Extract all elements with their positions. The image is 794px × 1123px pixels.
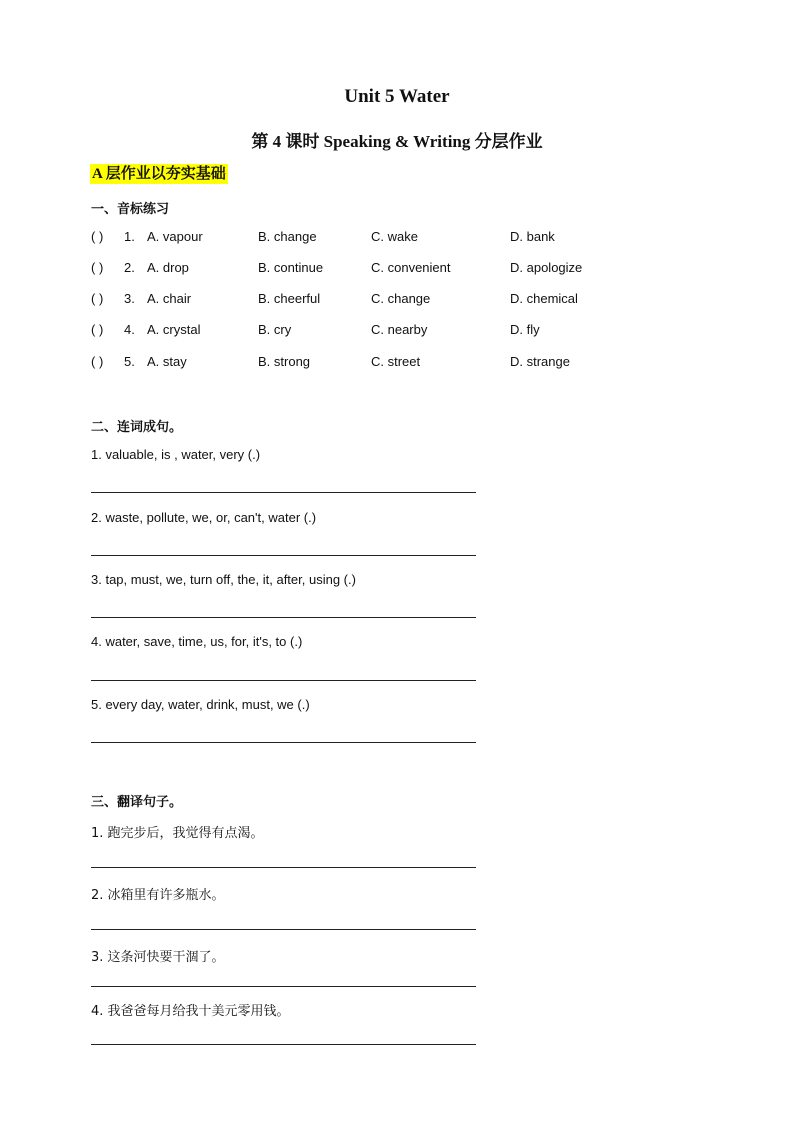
answer-line[interactable] (91, 1044, 476, 1045)
option-b: B. strong (258, 354, 311, 369)
answer-blank[interactable]: ( ) (91, 291, 104, 306)
section-heading-translation: 三、翻译句子。 (91, 795, 183, 810)
answer-blank[interactable]: ( ) (91, 260, 104, 275)
option-d: D. strange (510, 354, 570, 369)
answer-blank[interactable]: ( ) (91, 229, 104, 244)
answer-blank[interactable]: ( ) (91, 354, 104, 369)
sentence-prompt: 3. tap, must, we, turn off, the, it, after, using (.) (91, 572, 356, 587)
section-heading-phonetics: 一、音标练习 (91, 202, 170, 217)
phonetic-question-row (91, 229, 691, 249)
option-b: B. cheerful (258, 291, 321, 306)
option-c: C. change (371, 291, 431, 306)
option-a: A. chair (147, 291, 192, 306)
phonetic-question-row (91, 354, 691, 374)
option-b: B. cry (258, 322, 292, 337)
sentence-prompt: 5. every day, water, drink, must, we (.) (91, 697, 310, 712)
phonetic-question-row (91, 291, 691, 311)
phonetic-question-row (91, 322, 691, 342)
option-d: D. bank (510, 229, 555, 244)
level-tag-highlight: A 层作业以夯实基础 (92, 166, 226, 182)
page-subtitle: 第 4 课时 Speaking & Writing 分层作业 (251, 132, 543, 151)
answer-line[interactable] (91, 867, 476, 868)
option-d: D. fly (510, 322, 540, 337)
option-c: C. convenient (371, 260, 451, 275)
answer-line[interactable] (91, 986, 476, 987)
answer-line[interactable] (91, 492, 476, 493)
option-c: C. nearby (371, 322, 428, 337)
option-c: C. wake (371, 229, 418, 244)
question-number: 5. (124, 354, 135, 369)
translation-prompt: 1. 跑完步后，我觉得有点渴。 (91, 826, 264, 841)
answer-blank[interactable]: ( ) (91, 322, 104, 337)
sentence-prompt: 2. waste, pollute, we, or, can't, water (.) (91, 510, 317, 525)
option-d: D. apologize (510, 260, 583, 275)
section-heading-sentence-building: 二、连词成句。 (91, 420, 183, 435)
translation-prompt: 3. 这条河快要干涸了。 (91, 950, 225, 965)
option-a: A. drop (147, 260, 189, 275)
option-a: A. vapour (147, 229, 203, 244)
option-a: A. stay (147, 354, 187, 369)
question-number: 2. (124, 260, 135, 275)
option-c: C. street (371, 354, 421, 369)
option-d: D. chemical (510, 291, 578, 306)
sentence-prompt: 1. valuable, is , water, very (.) (91, 447, 261, 462)
option-b: B. continue (258, 260, 324, 275)
translation-prompt: 2. 冰箱里有许多瓶水。 (91, 888, 225, 903)
translation-prompt: 4. 我爸爸每月给我十美元零用钱。 (91, 1004, 290, 1019)
page-title: Unit 5 Water (344, 86, 450, 107)
question-number: 3. (124, 291, 135, 306)
phonetic-question-row (91, 260, 691, 280)
answer-line[interactable] (91, 742, 476, 743)
answer-line[interactable] (91, 555, 476, 556)
sentence-prompt: 4. water, save, time, us, for, it's, to (.) (91, 634, 303, 649)
answer-line[interactable] (91, 680, 476, 681)
option-b: B. change (258, 229, 317, 244)
option-a: A. crystal (147, 322, 201, 337)
answer-line[interactable] (91, 617, 476, 618)
answer-line[interactable] (91, 929, 476, 930)
question-number: 1. (124, 229, 135, 244)
question-number: 4. (124, 322, 135, 337)
